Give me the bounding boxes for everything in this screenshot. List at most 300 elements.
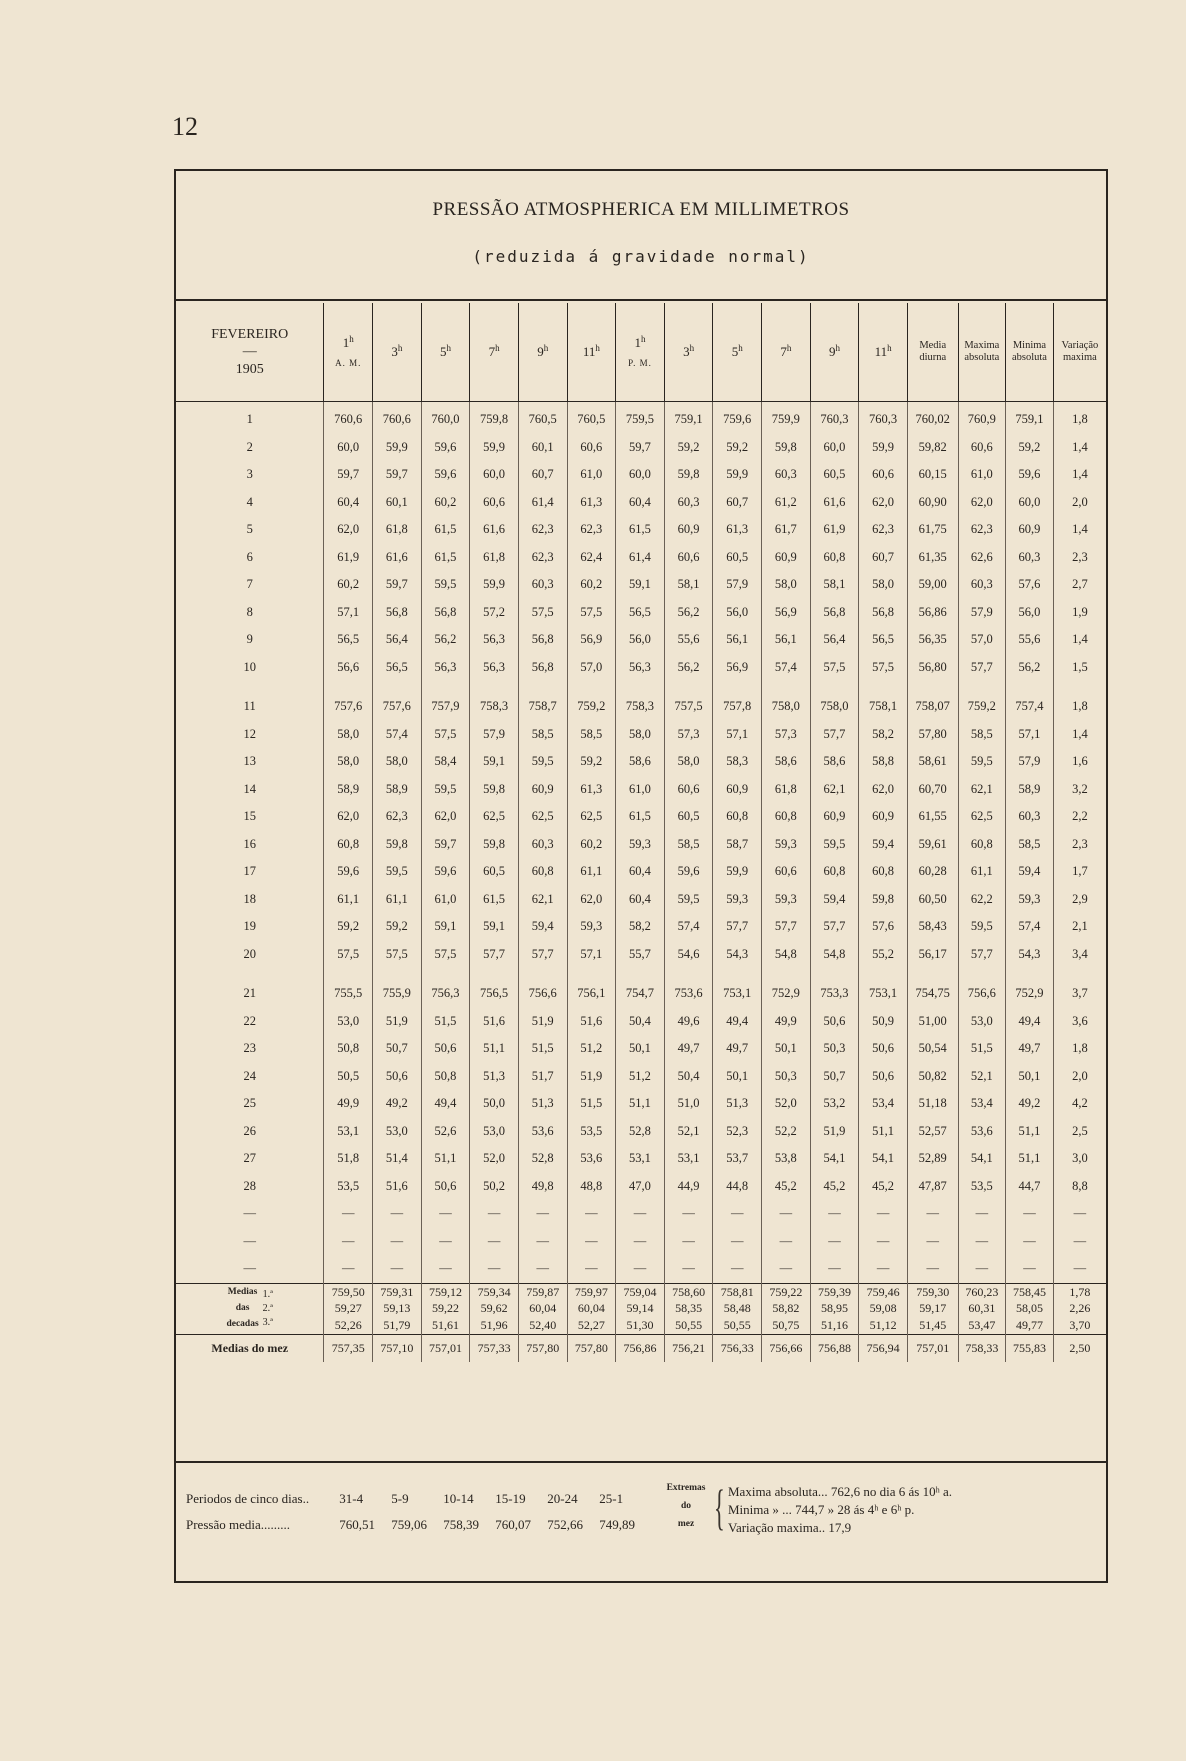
- value-cell: 59,1: [470, 748, 519, 776]
- value-cell: 759,9: [762, 402, 811, 434]
- dash-cell: —: [810, 1200, 859, 1228]
- dash-cell: —: [324, 1200, 373, 1228]
- dash-cell: —: [664, 1200, 713, 1228]
- table-row: [176, 544, 1106, 572]
- hour-header: 1$^h$ A. M.: [324, 303, 373, 402]
- value-cell: 60,9: [810, 803, 859, 831]
- value-cell: 56,17: [907, 941, 958, 969]
- value-cell: 59,2: [324, 913, 373, 941]
- value-cell: 59,2: [373, 913, 422, 941]
- hour-header: 5$^h$: [713, 303, 762, 402]
- decade-mean-cell: 759,46 59,08 51,12: [859, 1283, 908, 1334]
- value-cell: 60,2: [567, 831, 616, 859]
- value-cell: 58,0: [324, 721, 373, 749]
- value-cell: 50,6: [373, 1063, 422, 1091]
- value-cell: 53,6: [567, 1145, 616, 1173]
- value-cell: 50,4: [616, 1008, 665, 1036]
- value-cell: 758,07: [907, 693, 958, 721]
- table-row: [176, 913, 1106, 941]
- month-mean-cell: 758,33: [958, 1334, 1006, 1362]
- table-title: PRESSÃO ATMOSPHERICA EM MILLIMETROS: [432, 199, 850, 220]
- value-cell: 1,4: [1053, 434, 1106, 462]
- table-row: [176, 571, 1106, 599]
- value-cell: 59,9: [713, 858, 762, 886]
- value-cell: 57,80: [907, 721, 958, 749]
- value-cell: 60,8: [958, 831, 1006, 859]
- value-cell: 759,5: [616, 402, 665, 434]
- value-cell: 59,8: [762, 434, 811, 462]
- value-cell: 60,70: [907, 776, 958, 804]
- value-cell: 53,5: [324, 1173, 373, 1201]
- value-cell: 753,1: [859, 980, 908, 1008]
- dash-cell: —: [1006, 1255, 1054, 1283]
- value-cell: 62,5: [470, 803, 519, 831]
- value-cell: 59,82: [907, 434, 958, 462]
- day-cell: 16: [243, 836, 256, 851]
- value-cell: 51,3: [518, 1090, 567, 1118]
- value-cell: 57,9: [1006, 748, 1054, 776]
- value-cell: 57,5: [567, 599, 616, 627]
- value-cell: 58,4: [421, 748, 470, 776]
- value-cell: 60,5: [664, 803, 713, 831]
- value-cell: 56,5: [373, 654, 422, 682]
- value-cell: 61,1: [324, 886, 373, 914]
- dash-cell: —: [567, 1228, 616, 1256]
- decade-mean-cell: 759,39 58,95 51,16: [810, 1283, 859, 1334]
- value-cell: 59,6: [664, 858, 713, 886]
- value-cell: 60,3: [958, 571, 1006, 599]
- value-cell: 62,3: [567, 516, 616, 544]
- value-cell: 50,1: [616, 1035, 665, 1063]
- month-header: [176, 303, 324, 402]
- empty-row: [176, 1255, 1106, 1283]
- value-cell: 59,8: [859, 886, 908, 914]
- value-cell: 62,3: [518, 516, 567, 544]
- value-cell: 59,5: [664, 886, 713, 914]
- value-cell: 2,0: [1053, 1063, 1106, 1091]
- pressao-value: 760,07: [495, 1517, 531, 1532]
- value-cell: 52,57: [907, 1118, 958, 1146]
- value-cell: 61,8: [373, 516, 422, 544]
- value-cell: 60,2: [324, 571, 373, 599]
- value-cell: 1,6: [1053, 748, 1106, 776]
- value-cell: 60,7: [859, 544, 908, 572]
- value-cell: 62,3: [859, 516, 908, 544]
- dash-cell: —: [713, 1228, 762, 1256]
- value-cell: 50,8: [421, 1063, 470, 1091]
- value-cell: 59,2: [664, 434, 713, 462]
- value-cell: 58,61: [907, 748, 958, 776]
- month-mean-cell: 756,66: [762, 1334, 811, 1362]
- value-cell: 50,82: [907, 1063, 958, 1091]
- maxima-absoluta-header: Maxima absoluta: [958, 303, 1006, 402]
- value-cell: 55,6: [664, 626, 713, 654]
- value-cell: 2,5: [1053, 1118, 1106, 1146]
- value-cell: 58,3: [713, 748, 762, 776]
- value-cell: 52,1: [958, 1063, 1006, 1091]
- value-cell: 3,6: [1053, 1008, 1106, 1036]
- minima-absoluta-header: Minima absoluta: [1006, 303, 1054, 402]
- value-cell: 1,8: [1053, 1035, 1106, 1063]
- day-cell: 20: [243, 946, 256, 961]
- value-cell: 56,8: [518, 654, 567, 682]
- table-row: [176, 721, 1106, 749]
- month-mean-cell: 756,88: [810, 1334, 859, 1362]
- value-cell: 51,1: [470, 1035, 519, 1063]
- value-cell: 51,5: [958, 1035, 1006, 1063]
- value-cell: 44,7: [1006, 1173, 1054, 1201]
- value-cell: 56,2: [664, 599, 713, 627]
- value-cell: 60,5: [713, 544, 762, 572]
- periodos-line: [186, 1491, 651, 1507]
- value-cell: 60,9: [664, 516, 713, 544]
- day-cell: 13: [243, 754, 256, 769]
- decade-mean-cell: 758,60 58,35 50,55: [664, 1283, 713, 1334]
- value-cell: 62,6: [958, 544, 1006, 572]
- value-cell: 62,5: [958, 803, 1006, 831]
- value-cell: 58,5: [567, 721, 616, 749]
- day-cell: 21: [243, 986, 256, 1001]
- value-cell: 50,6: [859, 1035, 908, 1063]
- value-cell: 59,7: [616, 434, 665, 462]
- pressao-value: 749,89: [599, 1517, 635, 1532]
- decade-mean-cell: 759,04 59,14 51,30: [616, 1283, 665, 1334]
- value-cell: 758,0: [810, 693, 859, 721]
- value-cell: 49,7: [713, 1035, 762, 1063]
- value-cell: 56,3: [470, 626, 519, 654]
- value-cell: 51,4: [373, 1145, 422, 1173]
- periodo-value: 5-9: [391, 1491, 409, 1506]
- value-cell: 56,8: [518, 626, 567, 654]
- maxima-line: Maxima absoluta... 762,6 no dia 6 ás 10ʰ a.: [728, 1484, 953, 1499]
- value-cell: 56,4: [373, 626, 422, 654]
- value-cell: 57,6: [859, 913, 908, 941]
- value-cell: 53,7: [713, 1145, 762, 1173]
- pressao-value: 760,51: [339, 1517, 375, 1532]
- value-cell: 58,5: [518, 721, 567, 749]
- value-cell: 51,5: [421, 1008, 470, 1036]
- dash-cell: —: [907, 1255, 958, 1283]
- table-row: [176, 626, 1106, 654]
- value-cell: 52,0: [470, 1145, 519, 1173]
- value-cell: 62,1: [810, 776, 859, 804]
- value-cell: 1,4: [1053, 721, 1106, 749]
- hour-header: 9$^h$: [810, 303, 859, 402]
- value-cell: 59,3: [1006, 886, 1054, 914]
- value-cell: 51,0: [664, 1090, 713, 1118]
- value-cell: 8,8: [1053, 1173, 1106, 1201]
- month-dash: —: [242, 344, 257, 360]
- value-cell: 1,9: [1053, 599, 1106, 627]
- value-cell: 56,8: [810, 599, 859, 627]
- value-cell: 49,9: [762, 1008, 811, 1036]
- value-cell: 59,7: [421, 831, 470, 859]
- value-cell: 759,8: [470, 402, 519, 434]
- decade-mean-cell: 759,34 59,62 51,96: [470, 1283, 519, 1334]
- value-cell: 58,0: [373, 748, 422, 776]
- day-cell: 2: [246, 439, 253, 454]
- hour-header: 3$^h$: [373, 303, 422, 402]
- value-cell: 49,4: [421, 1090, 470, 1118]
- periodo-value: 15-19: [495, 1491, 526, 1506]
- value-cell: 59,8: [373, 831, 422, 859]
- value-cell: 55,7: [616, 941, 665, 969]
- month-mean-cell: 756,86: [616, 1334, 665, 1362]
- value-cell: 49,2: [1006, 1090, 1054, 1118]
- value-cell: 50,54: [907, 1035, 958, 1063]
- value-cell: 58,0: [859, 571, 908, 599]
- day-cell: 11: [243, 699, 256, 714]
- value-cell: 57,5: [421, 941, 470, 969]
- month-mean-cell: 757,01: [421, 1334, 470, 1362]
- value-cell: 60,6: [664, 544, 713, 572]
- decade-mean-cell: 758,45 58,05 49,77: [1006, 1283, 1054, 1334]
- hour-header: 7$^h$: [762, 303, 811, 402]
- value-cell: 758,0: [762, 693, 811, 721]
- value-cell: 52,8: [518, 1145, 567, 1173]
- value-cell: 53,1: [324, 1118, 373, 1146]
- periodos-label: Periodos de cinco dias..: [186, 1491, 310, 1506]
- value-cell: 55,2: [859, 941, 908, 969]
- periodo-value: 10-14: [443, 1491, 474, 1506]
- value-cell: 62,3: [958, 516, 1006, 544]
- value-cell: 60,15: [907, 461, 958, 489]
- value-cell: 56,3: [616, 654, 665, 682]
- month-mean-cell: 757,01: [907, 1334, 958, 1362]
- value-cell: 58,5: [664, 831, 713, 859]
- value-cell: 758,3: [616, 693, 665, 721]
- value-cell: 59,5: [810, 831, 859, 859]
- value-cell: 59,5: [421, 571, 470, 599]
- value-cell: 50,0: [470, 1090, 519, 1118]
- dash-cell: —: [1053, 1200, 1106, 1228]
- month-mean-cell: 757,35: [324, 1334, 373, 1362]
- value-cell: 60,8: [810, 544, 859, 572]
- value-cell: 59,3: [713, 886, 762, 914]
- value-cell: 60,7: [518, 461, 567, 489]
- day-cell: 25: [243, 1096, 256, 1111]
- value-cell: 54,6: [664, 941, 713, 969]
- value-cell: 44,8: [713, 1173, 762, 1201]
- value-cell: 60,6: [470, 489, 519, 517]
- value-cell: 2,3: [1053, 544, 1106, 572]
- value-cell: 56,8: [859, 599, 908, 627]
- value-cell: 1,5: [1053, 654, 1106, 682]
- value-cell: 56,8: [421, 599, 470, 627]
- table-row: [176, 434, 1106, 462]
- value-cell: 49,7: [664, 1035, 713, 1063]
- value-cell: 60,50: [907, 886, 958, 914]
- value-cell: 57,7: [713, 913, 762, 941]
- dash-cell: —: [810, 1255, 859, 1283]
- value-cell: 62,3: [373, 803, 422, 831]
- value-cell: 58,1: [810, 571, 859, 599]
- value-cell: 59,8: [470, 776, 519, 804]
- value-cell: 59,6: [421, 461, 470, 489]
- day-cell: 19: [243, 919, 256, 934]
- dash-cell: —: [567, 1200, 616, 1228]
- value-cell: 60,4: [616, 886, 665, 914]
- value-cell: 58,8: [859, 748, 908, 776]
- value-cell: 51,9: [518, 1008, 567, 1036]
- dash-cell: —: [810, 1228, 859, 1256]
- value-cell: 60,3: [762, 461, 811, 489]
- value-cell: 59,6: [421, 858, 470, 886]
- month-label: FEVEREIRO: [211, 326, 289, 342]
- dash-cell: —: [470, 1255, 519, 1283]
- table-row: [176, 858, 1106, 886]
- table-row: [176, 654, 1106, 682]
- value-cell: 60,3: [518, 831, 567, 859]
- value-cell: 59,5: [421, 776, 470, 804]
- value-cell: 51,7: [518, 1063, 567, 1091]
- value-cell: 59,3: [567, 913, 616, 941]
- dash-cell: —: [518, 1228, 567, 1256]
- value-cell: 49,6: [664, 1008, 713, 1036]
- value-cell: 57,4: [373, 721, 422, 749]
- value-cell: 759,1: [664, 402, 713, 434]
- value-cell: 51,3: [470, 1063, 519, 1091]
- value-cell: 59,1: [616, 571, 665, 599]
- value-cell: 56,9: [762, 599, 811, 627]
- value-cell: 62,3: [518, 544, 567, 572]
- year-label: 1905: [235, 361, 264, 377]
- value-cell: 760,3: [859, 402, 908, 434]
- value-cell: 59,00: [907, 571, 958, 599]
- value-cell: 60,6: [958, 434, 1006, 462]
- value-cell: 60,7: [713, 489, 762, 517]
- value-cell: 2,3: [1053, 831, 1106, 859]
- value-cell: 51,18: [907, 1090, 958, 1118]
- table-row: [176, 599, 1106, 627]
- value-cell: 760,3: [810, 402, 859, 434]
- month-mean-cell: 757,10: [373, 1334, 422, 1362]
- value-cell: 59,1: [421, 913, 470, 941]
- month-mean-cell: 757,33: [470, 1334, 519, 1362]
- value-cell: 49,8: [518, 1173, 567, 1201]
- dash-cell: —: [762, 1228, 811, 1256]
- decade-gap: [176, 968, 1106, 980]
- table-row: [176, 803, 1106, 831]
- value-cell: 58,5: [1006, 831, 1054, 859]
- value-cell: 59,4: [810, 886, 859, 914]
- value-cell: 51,00: [907, 1008, 958, 1036]
- table-row: [176, 693, 1106, 721]
- value-cell: 59,61: [907, 831, 958, 859]
- value-cell: 760,9: [958, 402, 1006, 434]
- dash-cell: —: [907, 1200, 958, 1228]
- value-cell: 57,7: [470, 941, 519, 969]
- value-cell: 51,6: [567, 1008, 616, 1036]
- value-cell: 754,75: [907, 980, 958, 1008]
- value-cell: 52,8: [616, 1118, 665, 1146]
- value-cell: 59,5: [518, 748, 567, 776]
- decade-mean-cell: 759,12 59,22 51,61: [421, 1283, 470, 1334]
- value-cell: 58,2: [616, 913, 665, 941]
- value-cell: 57,5: [810, 654, 859, 682]
- value-cell: 61,8: [762, 776, 811, 804]
- value-cell: 61,9: [810, 516, 859, 544]
- pressao-label: Pressão media.........: [186, 1517, 290, 1532]
- day-cell: 22: [243, 1013, 256, 1028]
- value-cell: 60,8: [324, 831, 373, 859]
- value-cell: 57,1: [1006, 721, 1054, 749]
- dash-cell: —: [616, 1200, 665, 1228]
- value-cell: 59,9: [859, 434, 908, 462]
- value-cell: 2,0: [1053, 489, 1106, 517]
- day-cell: 9: [246, 632, 253, 647]
- value-cell: 56,0: [713, 599, 762, 627]
- value-cell: 752,9: [762, 980, 811, 1008]
- empty-row: [176, 1200, 1106, 1228]
- value-cell: 60,8: [518, 858, 567, 886]
- value-cell: 2,9: [1053, 886, 1106, 914]
- value-cell: 753,3: [810, 980, 859, 1008]
- value-cell: 59,9: [470, 571, 519, 599]
- month-mean-cell: 756,21: [664, 1334, 713, 1362]
- table-row: [176, 980, 1106, 1008]
- value-cell: 53,0: [470, 1118, 519, 1146]
- table-row: [176, 1145, 1106, 1173]
- value-cell: 1,4: [1053, 461, 1106, 489]
- value-cell: 56,9: [567, 626, 616, 654]
- value-cell: 58,6: [762, 748, 811, 776]
- minima-line: Minima » ... 744,7 » 28 ás 4ʰ e 6ʰ p.: [728, 1502, 915, 1517]
- value-cell: 53,0: [373, 1118, 422, 1146]
- value-cell: 51,9: [567, 1063, 616, 1091]
- value-cell: 56,5: [616, 599, 665, 627]
- value-cell: 53,0: [324, 1008, 373, 1036]
- value-cell: 59,7: [324, 461, 373, 489]
- value-cell: 59,2: [1006, 434, 1054, 462]
- value-cell: 57,5: [859, 654, 908, 682]
- variacao-maxima-header: Variação maxima: [1053, 303, 1106, 402]
- dash-cell: —: [1053, 1228, 1106, 1256]
- value-cell: 60,8: [713, 803, 762, 831]
- value-cell: 1,8: [1053, 402, 1106, 434]
- value-cell: 62,1: [958, 776, 1006, 804]
- dash-cell: —: [373, 1228, 422, 1256]
- dash-cell: —: [664, 1255, 713, 1283]
- extremas-label: Extremas do mez: [666, 1483, 706, 1530]
- value-cell: 2,1: [1053, 913, 1106, 941]
- value-cell: 57,7: [810, 721, 859, 749]
- value-cell: 51,1: [421, 1145, 470, 1173]
- value-cell: 58,2: [859, 721, 908, 749]
- value-cell: 45,2: [762, 1173, 811, 1201]
- value-cell: 59,3: [762, 831, 811, 859]
- value-cell: 57,2: [470, 599, 519, 627]
- value-cell: 59,9: [373, 434, 422, 462]
- value-cell: 54,8: [810, 941, 859, 969]
- value-cell: 60,3: [518, 571, 567, 599]
- day-cell: 15: [243, 809, 256, 824]
- value-cell: 59,7: [373, 571, 422, 599]
- value-cell: 53,1: [664, 1145, 713, 1173]
- table-row: [176, 461, 1106, 489]
- value-cell: 58,43: [907, 913, 958, 941]
- hour-header: 7$^h$: [470, 303, 519, 402]
- value-cell: 60,9: [1006, 516, 1054, 544]
- month-mean-cell: 756,33: [713, 1334, 762, 1362]
- value-cell: 61,6: [470, 516, 519, 544]
- value-cell: 58,5: [958, 721, 1006, 749]
- dash-cell: —: [421, 1228, 470, 1256]
- value-cell: 49,4: [1006, 1008, 1054, 1036]
- decade-mean-cell: 759,30 59,17 51,45: [907, 1283, 958, 1334]
- hour-header: 1$^h$ P. M.: [616, 303, 665, 402]
- value-cell: 58,9: [1006, 776, 1054, 804]
